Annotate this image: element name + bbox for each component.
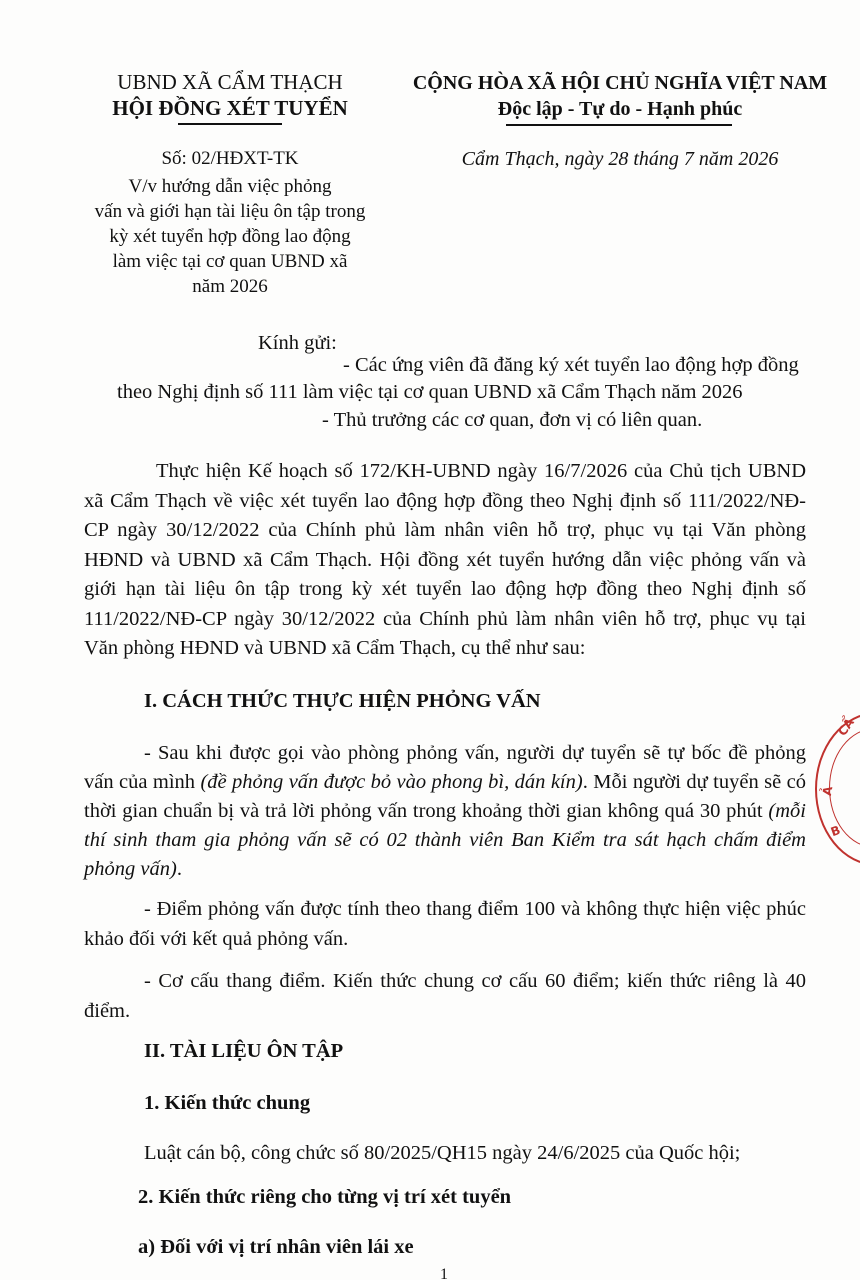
council-name: HỘI ĐỒNG XÉT TUYỂN xyxy=(112,96,348,120)
stamp-text-1: CẨ xyxy=(835,715,857,739)
subsection-1-text: Luật cán bộ, công chức số 80/2025/QH15 ngày 24/6/2025 của Quốc hội; xyxy=(144,1142,741,1164)
nation-title: CỘNG HÒA XÃ HỘI CHỦ NGHĨA VIỆT NAM xyxy=(412,72,828,94)
recipient-line-2: theo Nghị định số 111 làm việc tại cơ quan UBND xã Cẩm Thạch năm 2026 xyxy=(117,381,743,403)
page-number: 1 xyxy=(440,1266,448,1283)
paragraph-1-text-b: . Mỗi người dự tuyển sẽ có thời gian chuẩn bị và trả lời phỏng vấn trong khoảng thời gian không quá 30 phút xyxy=(84,771,806,822)
subject-line-4: làm việc tại cơ quan UBND xã xyxy=(112,251,348,272)
section-1-paragraph-3: - Cơ cấu thang điểm. Kiến thức chung cơ cấu 60 điểm; kiến thức riêng là 40 điểm. xyxy=(84,970,806,1022)
org-name: UBND XÃ CẨM THẠCH xyxy=(117,70,343,94)
official-stamp xyxy=(815,712,860,866)
subject-line-2: vấn và giới hạn tài liệu ôn tập trong xyxy=(94,201,366,222)
document-number: Số: 02/HĐXT-TK xyxy=(161,148,299,169)
subsection-2a-title: a) Đối với vị trí nhân viên lái xe xyxy=(138,1236,414,1258)
stamp-text-3: B xyxy=(828,822,843,840)
section-2-title: II. TÀI LIỆU ÔN TẬP xyxy=(144,1040,344,1062)
council-underline xyxy=(178,123,282,125)
intro-paragraph: Thực hiện Kế hoạch số 172/KH-UBND ngày 16/7/2026 của Chủ tịch UBND xã Cẩm Thạch về việc xét tuyển lao động hợp đồng theo Nghị định số 111/2022/NĐ-CP ngày 30/12/2022 của Chính phủ làm nhân viên hỗ trợ, phục vụ tại Văn phòng HĐND và UBND xã Cẩm Thạch. Hội đồng xét tuyển hướng dẫn việc phỏng vấn và giới hạn tài liệu ôn tập trong kỳ xét tuyển lao động hợp đồng theo Nghị định số 111/2022/NĐ-CP ngày 30/12/2022 của Chính phủ làm nhân viên hỗ trợ, phục vụ tại Văn phòng HĐND và UBND xã Cẩm Thạch, cụ thể như sau: xyxy=(84,460,806,659)
paragraph-1-note-a: (đề phỏng vấn được bỏ vào phong bì, dán kín) xyxy=(200,771,583,793)
subject-line-1: V/v hướng dẫn việc phỏng xyxy=(128,176,332,197)
paragraph-1-note-b: (mỗi thí sinh tham gia phỏng vấn sẽ có 02 thành viên Ban Kiểm tra sát hạch chấm điểm phỏng vấn) xyxy=(84,800,806,880)
subject-line-3: kỳ xét tuyển hợp đồng lao động xyxy=(109,226,351,247)
paragraph-1-text-a: - Sau khi được gọi vào phòng phỏng vấn, người dự tuyển sẽ tự bốc đề phỏng vấn của mình xyxy=(84,742,806,793)
subject-line-5: năm 2026 xyxy=(192,276,268,297)
subsection-2-title: 2. Kiến thức riêng cho từng vị trí xét tuyển xyxy=(138,1186,512,1208)
document-date: Cẩm Thạch, ngày 28 tháng 7 năm 2026 xyxy=(461,148,779,170)
section-1-paragraph-2: - Điểm phỏng vấn được tính theo thang điểm 100 và không thực hiện việc phúc khảo đối với kết quả phỏng vấn. xyxy=(84,898,806,950)
recipient-line-3: - Thủ trưởng các cơ quan, đơn vị có liên quan. xyxy=(322,409,703,431)
recipient-line-1: - Các ứng viên đã đăng ký xét tuyển lao động hợp đồng xyxy=(343,354,799,376)
greeting: Kính gửi: xyxy=(258,332,337,354)
stamp-text-2: Ả xyxy=(819,785,836,797)
motto-underline xyxy=(506,124,732,126)
motto: Độc lập - Tự do - Hạnh phúc xyxy=(497,98,743,120)
paragraph-1-text-c: . xyxy=(176,858,182,880)
section-1-paragraph-1 xyxy=(84,739,806,884)
section-1-title: I. CÁCH THỨC THỰC HIỆN PHỎNG VẤN xyxy=(144,690,541,712)
subsection-1-title: 1. Kiến thức chung xyxy=(144,1092,311,1114)
